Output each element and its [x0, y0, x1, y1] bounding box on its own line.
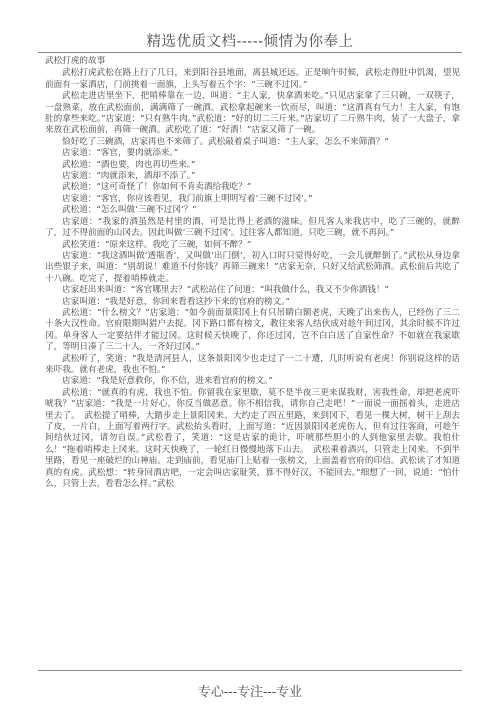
footer-divider: [38, 670, 462, 671]
paragraph: 店家道：“我是好意救你，你不信，进来看官府的榜文。”: [62, 376, 273, 387]
paragraph: 武松打虎武松在路上行了几日，来到阳谷县地面，离县城还远。正是晌午时候，武松走得肚中饥渴，望见前面有一家酒店，门前挑着一面旗，上头写着五个字：“三碗不过冈。”: [45, 68, 460, 90]
page-header: [0, 0, 500, 56]
paragraph: 店家道：“客官，你应该看见，我门前旗上明明写着‘三碗不过冈’。”: [62, 193, 313, 204]
footer-text: 专心---专注---专业: [197, 685, 303, 700]
paragraph: 武松笑道：“原来这样。我吃了三碗，如何不醉？”: [62, 239, 252, 250]
paragraph: 店家道：“我这酒叫做‘透瓶香’，又叫做‘出门倒’，初入口时只觉得好吃，一会儿就醉倒了。”武松从身边拿出些银子来，叫道：“别胡说！难道不付你钱？再筛三碗来！”店家无奈，只好又给武松筛酒。武松前后共吃了十八碗。吃完了，提着哨棒就走。: [45, 250, 460, 284]
paragraph: 武松道：“这可奇怪了！你如何不肯卖酒给我吃？”: [62, 182, 252, 193]
paragraph: 武松走进店里坐下，把哨棒靠在一边，叫道：“主人家，快拿酒来吃。”只见店家拿了三只碗，一双筷子，一盘熟菜，放在武松面前，满满筛了一碗酒。武松拿起碗来一饮而尽，叫道：“这酒真有气力！主人家，有饱肚的拿些来吃。”店家道：“只有熟牛肉。”武松道：“好的切二三斤来。”店家切了二斤熟牛肉，装了一大盘子，拿来放在武松面前，再筛一碗酒。武松吃了道：“好酒！”店家又筛了一碗。: [45, 91, 460, 136]
paragraph: 店家叫道：“我是好意，你回来看看这抄下来的官府的榜文。”: [62, 296, 290, 307]
paragraph: 店家赶出来叫道：“客官哪里去？”武松站住了问道：“叫我做什么，我又不少你酒钱！”: [62, 285, 389, 296]
paragraph: 武松道：“什么榜文？”店家道：“如今前面景阳冈上有只吊睛白额老虎，天晚了出来伤人，已经伤了三二十条大汉性命。官府限期叫猎户去捉。冈下路口都有榜文，教往来客人结伙成对趁午间过冈，其余时候不许过冈。单身客人一定要结伴才能过冈。这时候天快晚了，你还过冈，岂不白白送了自家性命？不如就在我家歇了，等明日凑了三二十人，一齐好过冈。”: [45, 307, 460, 353]
paragraph: 武松听了，笑道：“我是清河县人，这条景阳冈少也走过了一二十遭，几时听说有老虎！你别说这样的话来吓我。就有老虎，我也不怕。”: [45, 353, 460, 375]
paragraph: 店家道：“我家的酒虽然是村里的酒，可是比得上老酒的滋味。但凡客人来我店中，吃了三碗的，就醉了，过不得前面的山冈去。因此叫做‘三碗不过冈’。过往客人都知道，只吃三碗，就不再问。”: [45, 216, 460, 239]
page-footer: [0, 668, 500, 708]
paragraph: 恰好吃了三碗酒，店家再也不来筛了。武松敲着桌子叫道：“主人家，怎么不来筛酒？”: [62, 136, 389, 147]
paragraph: 店家道：“客官，要肉就添来。”: [62, 148, 179, 159]
document-title: 武松打虎的故事: [45, 56, 106, 66]
header-divider: [38, 52, 462, 53]
paragraph: 店家道：“肉就添来，酒却不添了。”: [62, 171, 196, 182]
document-body: [45, 56, 460, 666]
paragraph: 武松道：“酒也要，肉也再切些来。”: [62, 159, 196, 170]
paragraph: 武松道：“怎么叫做‘三碗不过冈’？”: [62, 205, 197, 216]
header-title: 精选优质文档-----倾情为你奉上: [146, 34, 354, 50]
paragraph: 武松道：“就真的有虎，我也不怕。你留我在家里歇，莫不是半夜三更来谋我财，害我性命，却把老虎吓唬我？”店家道：“我是一片好心，你反当做恶意。你不相信我，请你自己走吧！”一面说一面摇着头，走进店里去了。 武松提了哨棒，大踏步走上景阳冈来。大约走了四五里路，来到冈下，看见一棵大树，树干上刮去了皮，一片白，上面写着两行字。武松抬头看时，上面写道：“近因景阳冈老虎伤人，但有过往客商，可趁午间结伙过冈，请勿自误。”武松看了，笑道：“这是店家的诡计，吓唬那些胆小的人到他家里去歇。我怕什么！”拖着哨棒走上冈来。这时天快晚了，一轮红日慢慢地落下山去。 武松乘着酒兴，只管走上冈来。不到半里路，看见一座破烂的山神庙。走到庙前，看见庙门上贴着一张榜文，上面盖着官府的印信。武松读了才知道真的有虎。武松想：“转身回酒店吧，一定会叫店家耻笑，算不得好汉，不能回去。”细想了一回，说道：“怕什么，只管上去，看看怎么样。”武松: [45, 387, 460, 490]
